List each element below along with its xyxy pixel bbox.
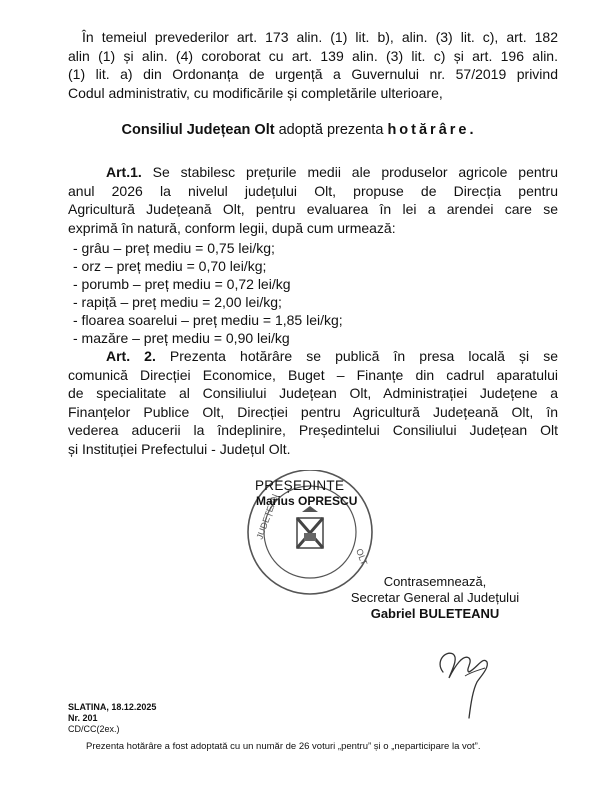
president-name: Marius OPRESCU	[256, 494, 358, 508]
article-2	[68, 347, 558, 458]
list-item: - grâu – preț mediu = 0,75 lei/kg;	[73, 240, 275, 256]
article-2-text: vederea aducerii la îndeplinire, Președintelui Consiliului Județean Olt	[68, 422, 558, 438]
price-list	[73, 239, 343, 347]
article-2-text: de specialitate al Consiliului Județean Olt, Administrației Județene a	[68, 385, 558, 401]
preamble-line: (1) lit. a) din Ordonanța de urgență a Guvernului nr. 57/2019 privind	[68, 66, 558, 82]
list-item: - floarea soarelui – preț mediu = 1,85 lei/kg;	[73, 312, 343, 328]
list-item: - mazăre – preț mediu = 0,90 lei/kg	[73, 330, 290, 346]
secretary-name: Gabriel BULETEANU	[370, 606, 500, 621]
article-2-text: Prezenta hotărâre se publică în presa locală și se	[155, 348, 558, 364]
preamble	[68, 28, 558, 102]
vote-note: Prezenta hotărâre a fost adoptată cu un număr de 26 voturi „pentru” și o „neparticipare la vot”.	[86, 741, 481, 752]
article-1-label: Art.1.	[106, 164, 142, 180]
secretary-title: Secretar General al Județului	[350, 590, 520, 605]
decision-word: hotărâre.	[387, 122, 477, 138]
article-2-text: comunică Direcției Economice, Buget – Finanțe din cadrul aparatului	[68, 366, 558, 383]
countersignature-block	[340, 574, 530, 622]
countersign-label: Contrasemnează,	[383, 574, 487, 589]
seal-text-left: JUDEȚEAN	[254, 492, 281, 541]
place-date: SLATINA, 18.12.2025	[68, 702, 157, 712]
footer-info	[68, 702, 156, 735]
article-1-text: anul 2026 la nivelul județului Olt, propuse de Direcția pentru	[68, 182, 558, 199]
article-1	[68, 163, 558, 237]
article-2-text: și Instituției Prefectului - Județul Olt.	[68, 440, 291, 457]
handwritten-signature	[425, 632, 505, 722]
preamble-line: Codul administrativ, cu modificările și completările ulterioare,	[68, 84, 443, 101]
preamble-line: În temeiul prevederilor art. 173 alin. (1) lit. b), alin. (3) lit. c), art. 182	[82, 29, 558, 45]
adopts-text: adoptă prezenta	[274, 122, 388, 138]
list-item: - porumb – preț mediu = 0,72 lei/kg	[73, 276, 291, 292]
list-item: - orz – preț mediu = 0,70 lei/kg;	[73, 258, 267, 274]
list-item: - rapiță – preț mediu = 2,00 lei/kg;	[73, 294, 282, 310]
seal-text-right: OLT	[354, 547, 370, 567]
president-title: PREȘEDINTE	[255, 478, 345, 493]
article-1-text: exprimă în natură, conform legii, după cum urmează:	[68, 219, 396, 236]
decision-heading	[0, 122, 598, 138]
article-2-text: Finanțelor Publice Olt, Direcției pentru Agricultură Județeană Olt, în	[68, 403, 558, 420]
council-name: Consiliul Județean Olt	[121, 122, 275, 138]
article-1-text: Agricultură Județeană Olt, pentru evaluarea în lei a arendei care se	[68, 201, 558, 217]
article-2-label: Art. 2.	[106, 348, 156, 364]
article-1-text: Se stabilesc prețurile medii ale produselor agricole pentru	[141, 164, 558, 180]
preamble-line: alin (1) și alin. (4) coroborat cu art. 139 alin. (3) lit. c) și art. 196 alin.	[68, 47, 558, 64]
reference-code: CD/CC(2ex.)	[68, 724, 120, 734]
decision-number: Nr. 201	[68, 713, 98, 723]
